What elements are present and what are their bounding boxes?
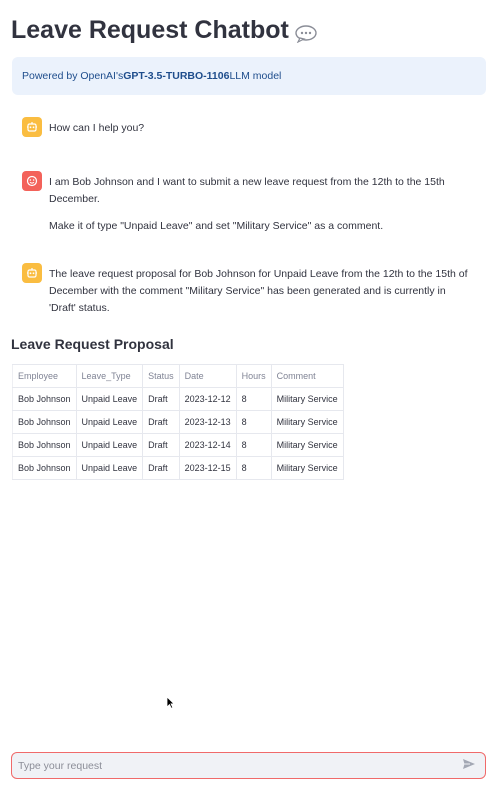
smiley-face-icon [22,171,42,191]
table-cell[interactable]: Draft [143,411,180,434]
table-cell[interactable]: Military Service [271,411,343,434]
table-cell[interactable]: 8 [236,411,271,434]
table-cell[interactable]: Military Service [271,388,343,411]
column-header-hours[interactable]: Hours [236,365,271,388]
table-cell[interactable]: Military Service [271,434,343,457]
table-cell[interactable]: Bob Johnson [13,434,77,457]
message-text: I am Bob Johnson and I want to submit a new leave request from the 12th to the 15th December. [49,176,445,205]
send-icon [462,757,476,775]
proposal-table[interactable] [12,364,344,480]
send-button[interactable] [459,756,479,776]
table-row [13,411,344,434]
table-header-row [13,365,344,388]
table-cell[interactable]: Military Service [271,457,343,480]
chat-message-assistant [22,263,472,319]
page-title-text: Leave Request Chatbot [11,16,289,44]
column-header-date[interactable]: Date [179,365,236,388]
table-cell[interactable]: Bob Johnson [13,388,77,411]
message-text: The leave request proposal for Bob Johnson for Unpaid Leave from the 12th to the 15th of December with the comment "Military Service" has been generated and is currently in 'Draft' status. [49,268,468,314]
speech-bubble-icon [295,21,317,39]
table-cell[interactable]: 2023-12-14 [179,434,236,457]
table-row [13,434,344,457]
info-prefix: Powered by OpenAI's [22,70,124,82]
table-cell[interactable]: Bob Johnson [13,411,77,434]
table-cell[interactable]: 8 [236,388,271,411]
robot-icon [22,117,42,137]
table-cell[interactable]: 8 [236,457,271,480]
table-cell[interactable]: Unpaid Leave [76,434,143,457]
chat-message-assistant [22,117,472,141]
column-header-employee[interactable]: Employee [13,365,77,388]
table-cell[interactable]: 2023-12-15 [179,457,236,480]
table-cell[interactable]: Unpaid Leave [76,388,143,411]
model-name: GPT-3.5-TURBO-1106 [123,70,230,82]
column-header-leave-type[interactable]: Leave_Type [76,365,143,388]
proposal-title: Leave Request Proposal [11,336,174,352]
table-row [13,388,344,411]
table-cell[interactable]: Unpaid Leave [76,411,143,434]
info-suffix: LLM model [229,70,282,82]
table-cell[interactable]: Draft [143,457,180,480]
table-cell[interactable]: Draft [143,434,180,457]
column-header-status[interactable]: Status [143,365,180,388]
chat-input-container [11,752,486,779]
table-cell[interactable]: Draft [143,388,180,411]
mouse-cursor-icon [166,696,175,714]
message-text: How can I help you? [49,122,145,134]
table-cell[interactable]: 2023-12-13 [179,411,236,434]
model-info-banner [12,57,486,95]
robot-icon [22,263,42,283]
message-text: Make it of type "Unpaid Leave" and set "Military Service" as a comment. [49,220,384,232]
table-cell[interactable]: Unpaid Leave [76,457,143,480]
table-cell[interactable]: Bob Johnson [13,457,77,480]
page-title [11,16,317,45]
table-cell[interactable]: 8 [236,434,271,457]
column-header-comment[interactable]: Comment [271,365,343,388]
chat-message-user [22,171,472,241]
table-row [13,457,344,480]
chat-input[interactable] [12,759,459,773]
table-cell[interactable]: 2023-12-12 [179,388,236,411]
